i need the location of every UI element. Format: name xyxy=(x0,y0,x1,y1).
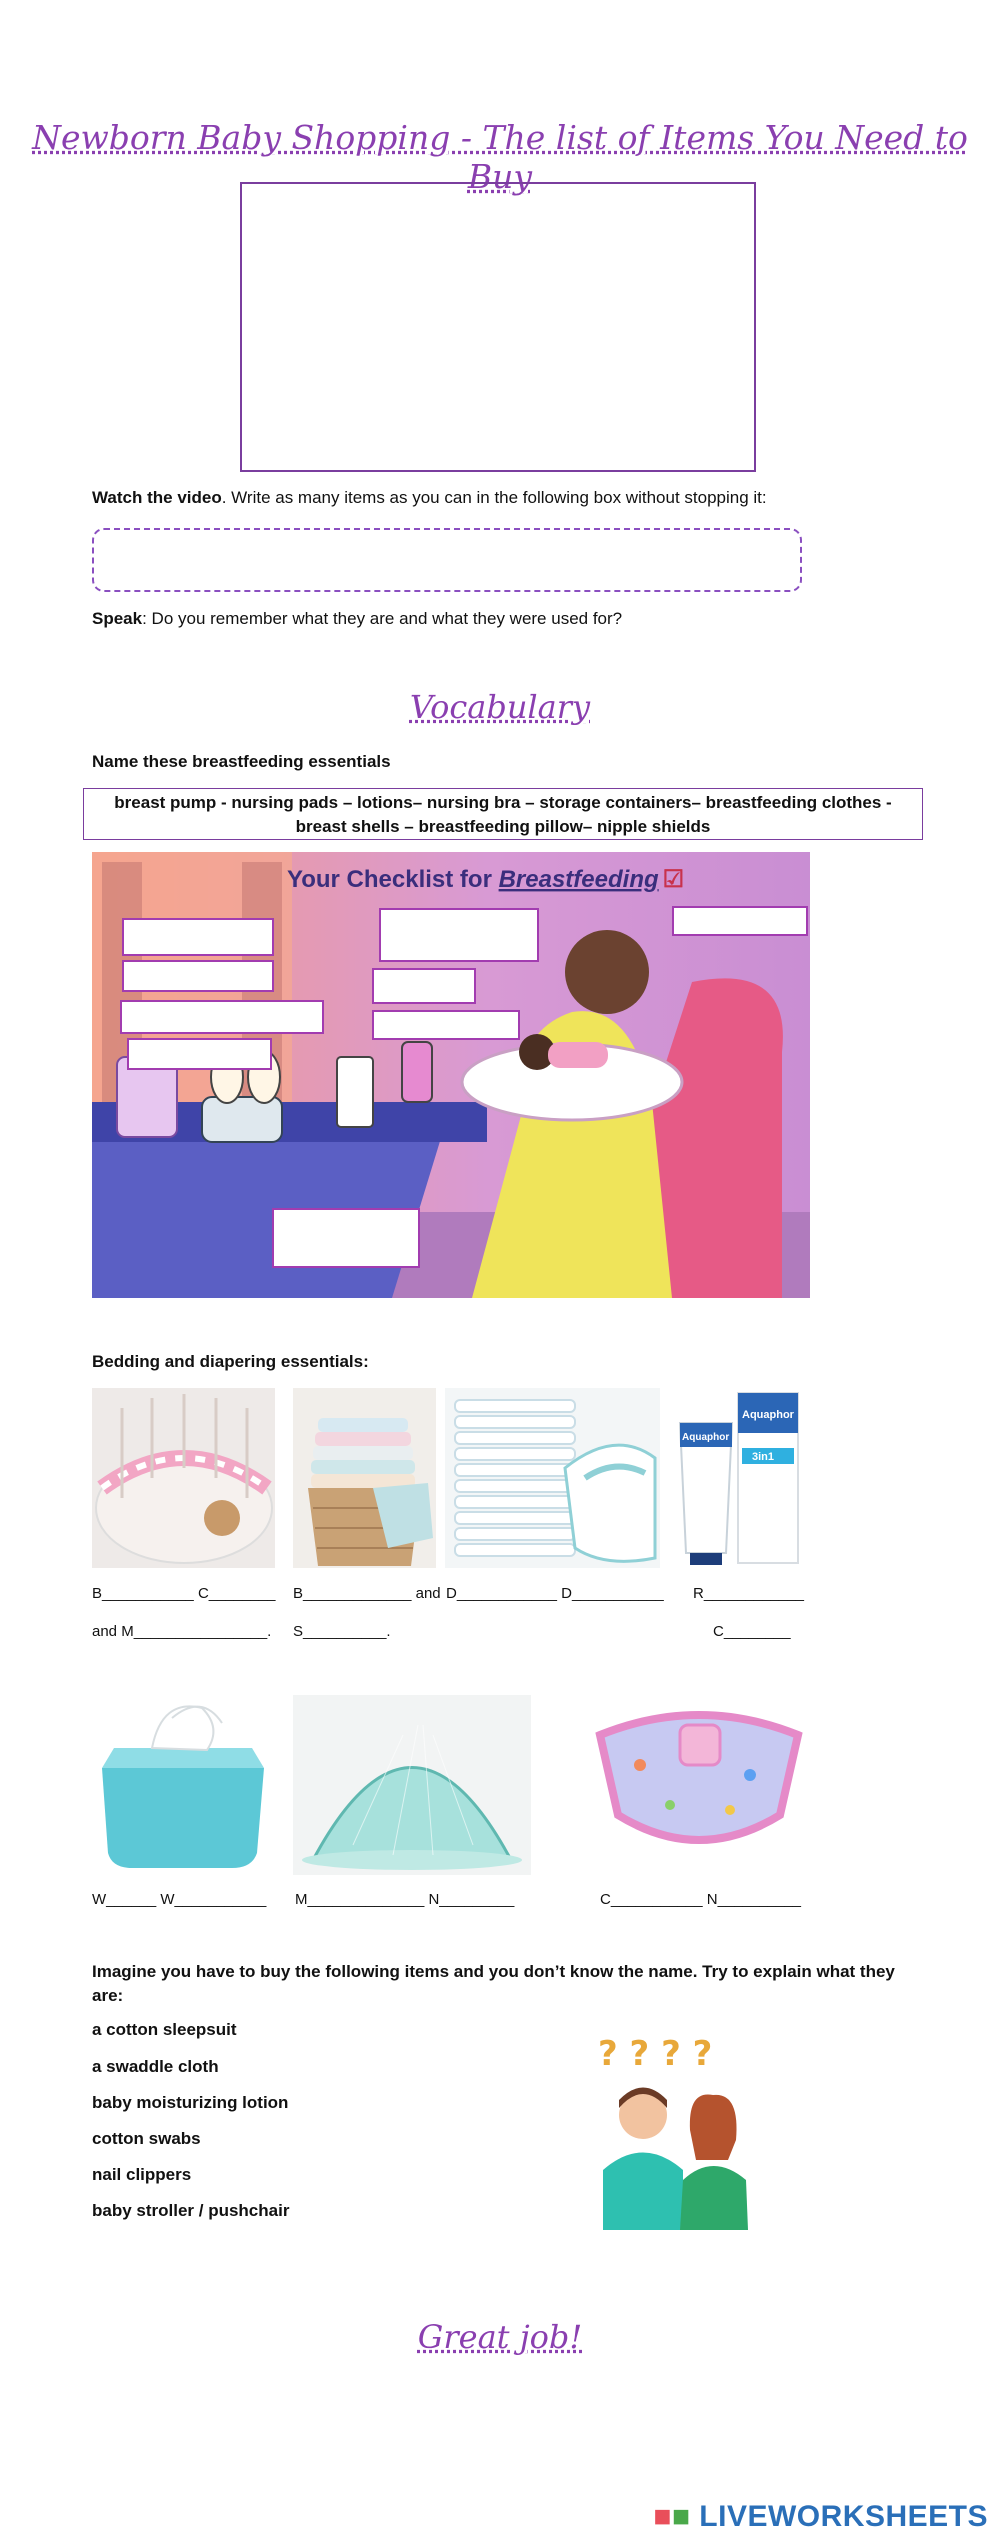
blank-mosquito-net: M______________ N_________ xyxy=(295,1891,515,1908)
explain-item: a cotton sleepsuit xyxy=(92,2020,237,2039)
blank-diapers: D____________ D___________ xyxy=(446,1585,664,1602)
cloth-nappy-image xyxy=(590,1695,808,1865)
aquaphor-box-label: 3in1 xyxy=(752,1451,775,1463)
items-answer-box[interactable] xyxy=(92,528,802,592)
wipes-dispenser-image xyxy=(92,1688,274,1873)
blank-rash-cream-1: R____________ xyxy=(693,1585,804,1602)
word-bank-line-1: breast pump - nursing pads – lotions– nursing bra – storage containers– breastfeeding clothes - xyxy=(114,793,892,812)
diapers-image xyxy=(445,1388,660,1568)
watch-label: Watch the video xyxy=(92,488,222,507)
diapers-photo xyxy=(445,1388,660,1568)
blank-crib-bumper-1: B___________ C________ xyxy=(92,1585,276,1602)
explain-item: baby stroller / pushchair xyxy=(92,2201,290,2220)
video-player[interactable] xyxy=(240,182,756,472)
answer-field-9[interactable] xyxy=(272,1208,420,1268)
explain-item: baby moisturizing lotion xyxy=(92,2093,289,2112)
speak-instruction xyxy=(92,607,952,631)
logo-text: LIVEWORKSHEETS xyxy=(699,2500,988,2533)
answer-field-3[interactable] xyxy=(120,1000,324,1034)
speak-text: : Do you remember what they are and what they were used for? xyxy=(142,609,623,628)
wipes-dispenser-photo xyxy=(92,1688,274,1873)
liveworksheets-logo[interactable]: ■■ LIVEWORKSHEETS xyxy=(653,2500,988,2533)
checklist-prefix: Your Checklist for xyxy=(287,866,499,893)
breastfeeding-heading: Name these breastfeeding essentials xyxy=(92,752,391,771)
answer-field-1[interactable] xyxy=(122,918,274,956)
blank-blankets-1: B_____________ and xyxy=(293,1585,441,1602)
speak-label: Speak xyxy=(92,609,143,628)
checklist-checkmark: ☑ xyxy=(662,866,685,893)
blankets-sheets-photo xyxy=(293,1388,436,1568)
aquaphor-box-brand: Aquaphor xyxy=(742,1409,794,1421)
confused-couple-illustration xyxy=(588,2020,758,2230)
explain-item: nail clippers xyxy=(92,2165,192,2184)
great-job-text: Great job! xyxy=(417,2318,583,2356)
aquaphor-tube-brand: Aquaphor xyxy=(682,1432,730,1443)
blank-rash-cream-2: C________ xyxy=(713,1623,791,1640)
explain-item: cotton swabs xyxy=(92,2129,201,2148)
answer-field-8[interactable] xyxy=(672,906,808,936)
vocabulary-heading: Vocabulary xyxy=(409,688,591,726)
checklist-word: Breastfeeding xyxy=(498,866,659,893)
worksheet-title: Newborn Baby Shopping - The list of Items You Need to Buy xyxy=(32,118,968,196)
blank-cloth-nappy: C___________ N__________ xyxy=(600,1891,802,1908)
ointment-image xyxy=(670,1388,805,1568)
explain-item: a swaddle cloth xyxy=(92,2057,219,2076)
explain-heading: Imagine you have to buy the following items and you don’t know the name. Try to explain what they are: xyxy=(92,1962,895,2005)
blank-blankets-2: S__________. xyxy=(293,1623,391,1640)
ointment-photo xyxy=(670,1388,805,1568)
word-bank xyxy=(83,788,923,840)
crib-bumper-photo xyxy=(92,1388,275,1568)
breastfeeding-illustration xyxy=(92,852,810,1298)
answer-field-5[interactable] xyxy=(379,908,539,962)
watch-instruction xyxy=(92,486,952,510)
blank-crib-bumper-2: and M________________. xyxy=(92,1623,272,1640)
answer-field-7[interactable] xyxy=(372,1010,520,1040)
cloth-nappy-photo xyxy=(590,1695,808,1865)
word-bank-line-2: breast shells – breastfeeding pillow– nipple shields xyxy=(295,817,711,836)
watch-text: . Write as many items as you can in the following box without stopping it: xyxy=(221,488,767,507)
answer-field-4[interactable] xyxy=(127,1038,272,1070)
question-marks: ? ? ? ? xyxy=(598,2034,713,2074)
blank-wet-wipes: W______ W___________ xyxy=(92,1891,267,1908)
confused-couple-image xyxy=(588,2020,758,2230)
mosquito-net-image xyxy=(293,1695,531,1875)
bedding-heading: Bedding and diapering essentials: xyxy=(92,1352,369,1371)
answer-field-6[interactable] xyxy=(372,968,476,1004)
crib-bumper-image xyxy=(92,1388,275,1568)
checklist-title xyxy=(287,866,684,893)
mosquito-net-photo xyxy=(293,1695,531,1875)
blankets-sheets-image xyxy=(293,1388,436,1568)
answer-field-2[interactable] xyxy=(122,960,274,992)
